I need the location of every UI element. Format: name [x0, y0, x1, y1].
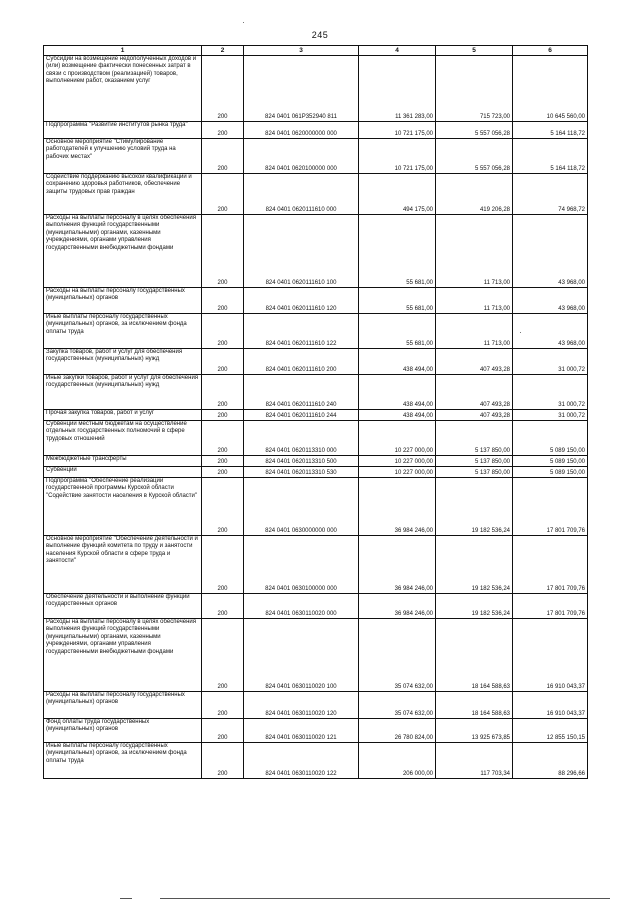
row-value-5: 419 206,28 [436, 174, 513, 215]
table-header-row [44, 46, 588, 56]
row-value-6: 43 968,00 [513, 288, 588, 314]
table-row [44, 478, 588, 536]
row-value-6: 16 910 043,37 [513, 619, 588, 692]
row-value-4: 11 361 283,00 [359, 56, 436, 122]
row-value-5: 5 137 850,00 [436, 467, 513, 478]
row-value-4: 206 000,00 [359, 743, 436, 779]
row-gr: 200 [202, 215, 244, 288]
row-name: Иные выплаты персоналу государственных (муниципальных) органов, за исключением фонда оплаты труда [44, 743, 202, 779]
row-gr: 200 [202, 536, 244, 594]
table-row [44, 375, 588, 410]
column-header-2: 2 [202, 46, 244, 56]
row-value-6: 12 855 150,15 [513, 719, 588, 743]
row-gr: 200 [202, 349, 244, 375]
row-gr: 200 [202, 743, 244, 779]
row-value-6: 31 000,72 [513, 349, 588, 375]
row-value-6: 5 164 118,72 [513, 122, 588, 139]
table-row [44, 692, 588, 719]
row-name: Субсидии на возмещение недополученных доходов и (или) возмещение фактически понесенных затрат в связи с производством (реализацией) товаров, выполнением работ, оказанием услуг [44, 56, 202, 122]
table-row [44, 743, 588, 779]
row-value-5: 11 713,00 [436, 288, 513, 314]
row-value-4: 26 780 824,00 [359, 719, 436, 743]
row-name: Основное мероприятие "Стимулирование работодателей к улучшению условий труда на рабочих местах" [44, 139, 202, 174]
row-value-6: 17 801 709,76 [513, 594, 588, 619]
row-gr: 200 [202, 719, 244, 743]
row-value-6: 43 968,00 [513, 215, 588, 288]
row-kbk: 824 0401 0620113310 000 [244, 421, 359, 456]
row-kbk: 824 0401 0630110020 121 [244, 719, 359, 743]
row-gr: 200 [202, 174, 244, 215]
row-value-5: 5 137 850,00 [436, 421, 513, 456]
row-value-6: 31 000,72 [513, 375, 588, 410]
row-kbk: 824 0401 0630000000 000 [244, 478, 359, 536]
row-value-4: 55 681,00 [359, 215, 436, 288]
row-kbk: 824 0401 0630110020 100 [244, 619, 359, 692]
row-value-4: 494 175,00 [359, 174, 436, 215]
row-value-4: 36 984 246,00 [359, 594, 436, 619]
table-body [44, 56, 588, 779]
footer-rule [160, 898, 610, 899]
row-value-4: 438 494,00 [359, 375, 436, 410]
row-name: Иные выплаты персоналу государственных (муниципальных) органов, за исключением фонда оплаты труда [44, 314, 202, 349]
row-value-5: 407 493,28 [436, 375, 513, 410]
table-row [44, 456, 588, 467]
row-name: Иные закупки товаров, работ и услуг для обеспечения государственных (муниципальных) нужд [44, 375, 202, 410]
row-name: Расходы на выплаты персоналу в целях обеспечения выполнения функций государственными (муниципальными) органами, казенными учреждениями, органами управления государственными внебюджетными фондами [44, 215, 202, 288]
table-row [44, 122, 588, 139]
row-kbk: 824 0401 0630110020 120 [244, 692, 359, 719]
row-value-4: 55 681,00 [359, 314, 436, 349]
row-value-6: 5 164 118,72 [513, 139, 588, 174]
row-value-4: 10 227 000,00 [359, 421, 436, 456]
column-header-5: 5 [436, 46, 513, 56]
row-gr: 200 [202, 139, 244, 174]
row-value-5: 5 557 056,28 [436, 139, 513, 174]
row-name: Фонд оплаты труда государственных (муниципальных) органов [44, 719, 202, 743]
row-name: Прочая закупка товаров, работ и услуг [44, 410, 202, 421]
row-kbk: 824 0401 0630100000 000 [244, 536, 359, 594]
row-value-5: 5 557 056,28 [436, 122, 513, 139]
row-gr: 200 [202, 594, 244, 619]
row-kbk: 824 0401 0620100000 000 [244, 139, 359, 174]
row-value-6: 31 000,72 [513, 410, 588, 421]
table-row [44, 594, 588, 619]
row-kbk: 824 0401 0620111610 000 [244, 174, 359, 215]
row-value-5: 19 182 536,24 [436, 536, 513, 594]
row-value-5: 18 164 588,63 [436, 619, 513, 692]
row-name: Закупка товаров, работ и услуг для обеспечения государственных (муниципальных) нужд [44, 349, 202, 375]
scan-speck [520, 332, 521, 333]
row-kbk: 824 0401 0620113310 530 [244, 467, 359, 478]
row-value-6: 74 968,72 [513, 174, 588, 215]
row-gr: 200 [202, 478, 244, 536]
scan-speck [243, 22, 244, 23]
row-value-6: 10 645 560,00 [513, 56, 588, 122]
row-gr: 200 [202, 375, 244, 410]
row-value-5: 19 182 536,24 [436, 478, 513, 536]
column-header-4: 4 [359, 46, 436, 56]
row-gr: 200 [202, 314, 244, 349]
row-kbk: 824 0401 0620113310 500 [244, 456, 359, 467]
row-kbk: 824 0401 0620000000 000 [244, 122, 359, 139]
row-value-5: 11 713,00 [436, 215, 513, 288]
row-name: Межбюджетные трансферты [44, 456, 202, 467]
row-kbk: 824 0401 061P352940 811 [244, 56, 359, 122]
row-kbk: 824 0401 0620111610 122 [244, 314, 359, 349]
table-row [44, 314, 588, 349]
row-value-4: 10 227 000,00 [359, 456, 436, 467]
row-name: Подпрограмма "Развитие институтов рынка труда" [44, 122, 202, 139]
row-name: Подпрограмма "Обеспечение реализации государственной программы Курской области "Содействие занятости населения в Курской области" [44, 478, 202, 536]
row-kbk: 824 0401 0620111610 200 [244, 349, 359, 375]
row-name: Обеспечение деятельности и выполнение функций государственных органов [44, 594, 202, 619]
row-value-4: 55 681,00 [359, 288, 436, 314]
row-gr: 200 [202, 421, 244, 456]
row-name: Расходы на выплаты персоналу в целях обеспечения выполнения функций государственными (муниципальными) органами, казенными учреждениями, органами управления государственными внебюджетными фондами [44, 619, 202, 692]
table-row [44, 421, 588, 456]
table-row [44, 288, 588, 314]
row-name: Расходы на выплаты персоналу государственных (муниципальных) органов [44, 288, 202, 314]
row-value-4: 35 074 632,00 [359, 692, 436, 719]
row-kbk: 824 0401 0620111610 244 [244, 410, 359, 421]
row-value-6: 5 089 150,00 [513, 456, 588, 467]
row-value-5: 117 703,34 [436, 743, 513, 779]
row-name: Содействие поддержанию высокой квалификации и сохранению здоровья работников, обеспечение защиты трудовых прав граждан [44, 174, 202, 215]
column-header-6: 6 [513, 46, 588, 56]
row-name: Основное мероприятие "Обеспечение деятельности и выполнение функций комитета по труду и занятости населения Курской области в сфере труда и занятости" [44, 536, 202, 594]
row-name: Субвенции [44, 467, 202, 478]
row-name: Субвенции местным бюджетам на осуществление отдельных государственных полномочий в сфере трудовых отношений [44, 421, 202, 456]
row-value-6: 17 801 709,76 [513, 536, 588, 594]
row-value-5: 407 493,28 [436, 349, 513, 375]
column-header-1: 1 [44, 46, 202, 56]
row-gr: 200 [202, 122, 244, 139]
row-value-5: 11 713,00 [436, 314, 513, 349]
table-row [44, 215, 588, 288]
row-value-4: 36 984 246,00 [359, 478, 436, 536]
row-gr: 200 [202, 410, 244, 421]
row-value-5: 407 493,28 [436, 410, 513, 421]
row-gr: 200 [202, 56, 244, 122]
row-value-6: 43 968,00 [513, 314, 588, 349]
row-kbk: 824 0401 0630110020 000 [244, 594, 359, 619]
table-row [44, 56, 588, 122]
row-value-6: 5 089 150,00 [513, 467, 588, 478]
row-value-4: 10 721 175,00 [359, 122, 436, 139]
table-row [44, 619, 588, 692]
row-value-5: 13 925 673,85 [436, 719, 513, 743]
table-row [44, 467, 588, 478]
row-value-4: 10 227 000,00 [359, 467, 436, 478]
row-value-4: 438 494,00 [359, 410, 436, 421]
table-row [44, 719, 588, 743]
table-row [44, 174, 588, 215]
row-gr: 200 [202, 467, 244, 478]
row-value-4: 10 721 175,00 [359, 139, 436, 174]
row-value-6: 16 910 043,37 [513, 692, 588, 719]
row-value-5: 715 723,00 [436, 56, 513, 122]
column-header-3: 3 [244, 46, 359, 56]
row-value-6: 5 089 150,00 [513, 421, 588, 456]
table-row [44, 410, 588, 421]
budget-execution-table [43, 45, 588, 779]
row-value-4: 35 074 632,00 [359, 619, 436, 692]
row-gr: 200 [202, 619, 244, 692]
row-gr: 200 [202, 692, 244, 719]
row-gr: 200 [202, 456, 244, 467]
row-value-5: 19 182 536,24 [436, 594, 513, 619]
row-value-4: 36 984 246,00 [359, 536, 436, 594]
row-value-6: 17 801 709,76 [513, 478, 588, 536]
table-row [44, 536, 588, 594]
row-kbk: 824 0401 0620111610 120 [244, 288, 359, 314]
row-kbk: 824 0401 0620111610 100 [244, 215, 359, 288]
row-value-5: 18 164 588,63 [436, 692, 513, 719]
table-row [44, 139, 588, 174]
row-kbk: 824 0401 0620111610 240 [244, 375, 359, 410]
row-value-6: 88 296,66 [513, 743, 588, 779]
page-number: 245 [311, 30, 329, 40]
table-row [44, 349, 588, 375]
row-value-4: 438 494,00 [359, 349, 436, 375]
row-name: Расходы на выплаты персоналу государственных (муниципальных) органов [44, 692, 202, 719]
row-kbk: 824 0401 0630110020 122 [244, 743, 359, 779]
row-value-5: 5 137 850,00 [436, 456, 513, 467]
footer-mark [120, 898, 132, 899]
row-gr: 200 [202, 288, 244, 314]
